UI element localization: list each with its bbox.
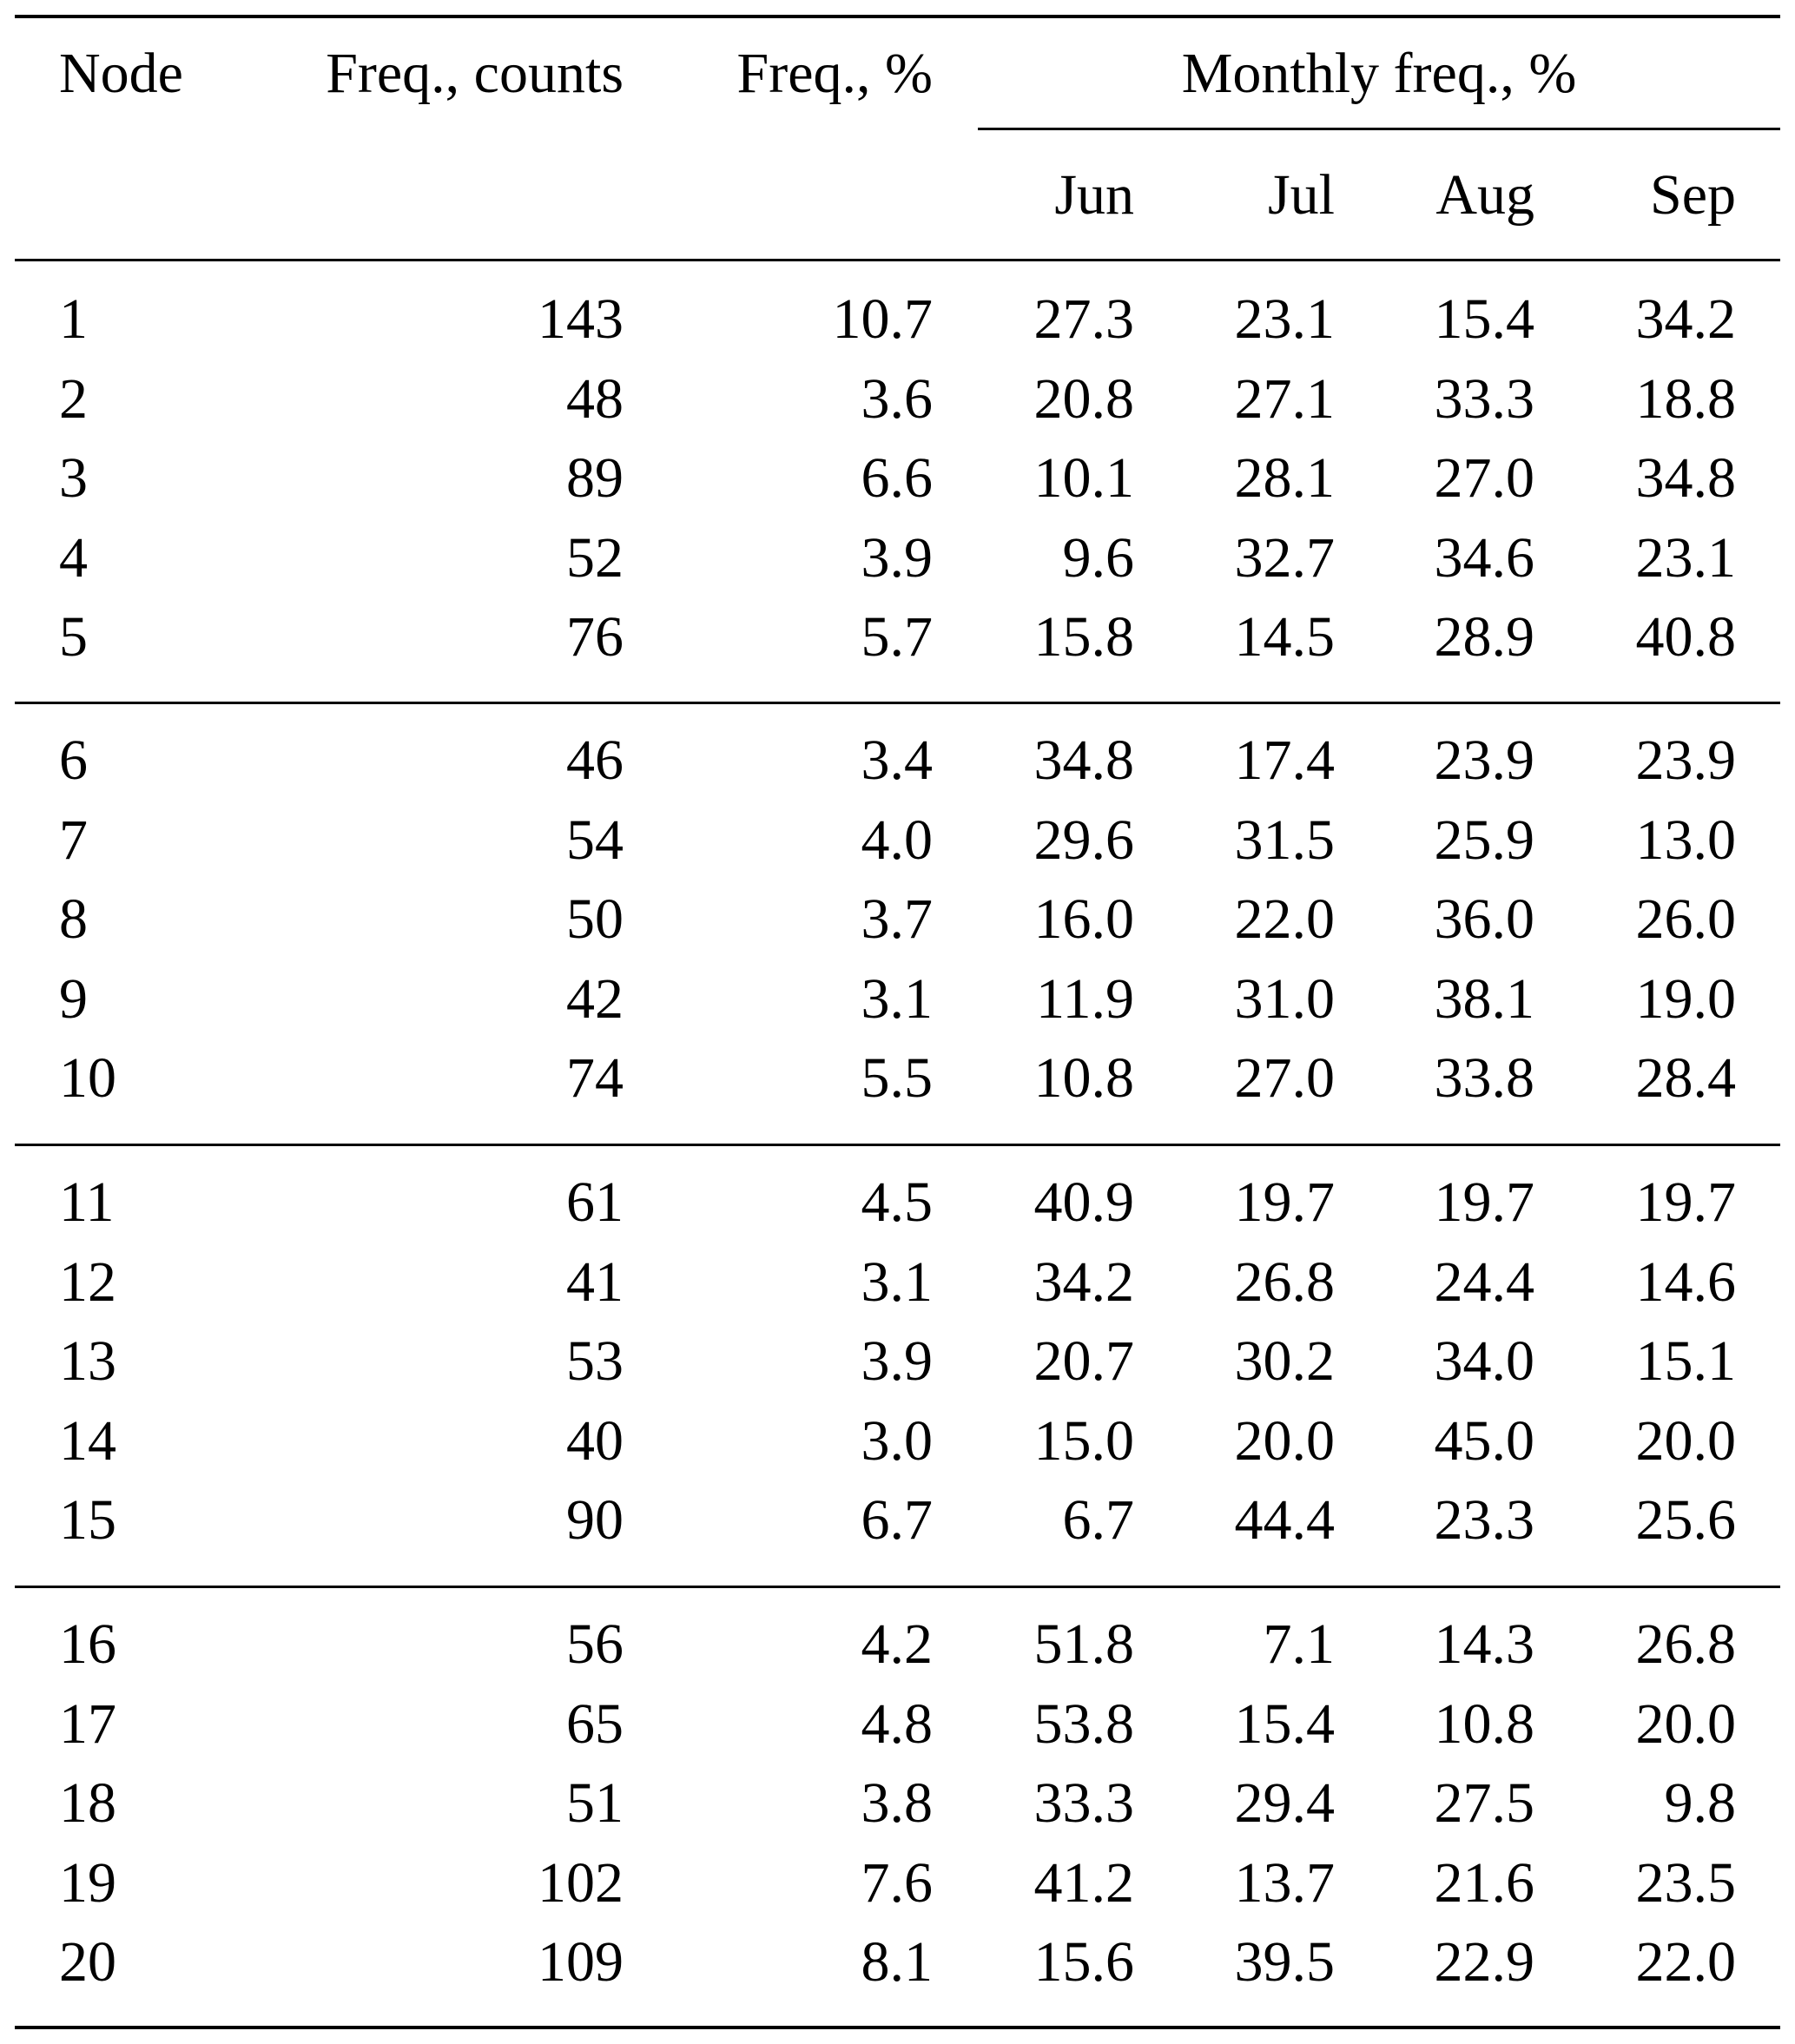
header-monthly-group: Monthly freq., %: [1181, 42, 1577, 105]
cell-node: 7: [59, 808, 88, 872]
cell-node: 17: [59, 1691, 116, 1756]
cell-freq-pct: 3.9: [861, 1329, 933, 1393]
cell-sep: 19.7: [1635, 1170, 1736, 1234]
cell-node: 14: [59, 1408, 116, 1473]
cell-jul: 39.5: [1234, 1930, 1335, 1994]
cell-aug: 27.5: [1434, 1771, 1534, 1835]
cell-node: 1: [59, 287, 88, 351]
cell-freq-pct: 6.6: [861, 446, 933, 510]
cell-jun: 16.0: [1033, 887, 1134, 951]
cell-node: 4: [59, 525, 88, 590]
cell-jun: 15.0: [1033, 1408, 1134, 1473]
header-month-jun: Jun: [1054, 163, 1134, 227]
cell-freq-counts: 65: [566, 1691, 624, 1756]
cell-freq-pct: 5.5: [861, 1046, 933, 1110]
cell-jul: 27.0: [1234, 1046, 1335, 1110]
cell-sep: 20.0: [1635, 1691, 1736, 1756]
cell-node: 12: [59, 1249, 116, 1314]
table-top-rule: [15, 15, 1780, 18]
cell-freq-counts: 46: [566, 729, 624, 792]
cell-jun: 15.6: [1033, 1930, 1134, 1994]
cell-jul: 26.8: [1234, 1249, 1335, 1314]
cell-aug: 15.4: [1434, 287, 1534, 351]
header-freq-pct: Freq., %: [736, 42, 933, 105]
cell-sep: 13.0: [1635, 808, 1736, 872]
cell-jul: 13.7: [1234, 1850, 1335, 1915]
cell-sep: 20.0: [1635, 1408, 1736, 1473]
cell-freq-pct: 3.4: [861, 729, 933, 792]
cell-aug: 45.0: [1434, 1408, 1534, 1473]
cell-jul: 44.4: [1234, 1488, 1335, 1552]
cell-aug: 33.8: [1434, 1046, 1534, 1110]
cell-jun: 34.8: [1033, 729, 1134, 792]
cell-freq-counts: 53: [566, 1329, 624, 1393]
cell-aug: 28.9: [1434, 605, 1534, 669]
cell-node: 10: [59, 1046, 116, 1110]
cell-freq-counts: 48: [566, 366, 624, 431]
cell-jul: 30.2: [1234, 1329, 1335, 1393]
cell-sep: 23.9: [1635, 729, 1736, 792]
cell-freq-pct: 5.7: [861, 605, 933, 669]
cell-jun: 10.1: [1033, 446, 1134, 510]
cell-jun: 15.8: [1033, 605, 1134, 669]
cell-freq-counts: 90: [566, 1488, 624, 1552]
cell-jun: 34.2: [1033, 1249, 1134, 1314]
cell-aug: 34.0: [1434, 1329, 1534, 1393]
cell-freq-counts: 89: [566, 446, 624, 510]
cell-freq-pct: 3.1: [861, 1249, 933, 1314]
cell-freq-counts: 42: [566, 966, 624, 1031]
cell-freq-pct: 7.6: [861, 1850, 933, 1915]
cell-freq-counts: 76: [566, 605, 624, 669]
header-month-jul: Jul: [1267, 163, 1335, 227]
cell-freq-counts: 51: [566, 1771, 624, 1835]
group-separator-rule: [15, 1586, 1780, 1588]
cell-jun: 51.8: [1033, 1612, 1134, 1676]
cell-jul: 14.5: [1234, 605, 1335, 669]
cell-freq-counts: 143: [538, 287, 624, 351]
cell-jun: 40.9: [1033, 1170, 1134, 1234]
cell-freq-counts: 61: [566, 1170, 624, 1234]
cell-jun: 11.9: [1035, 966, 1134, 1031]
cell-node: 19: [59, 1850, 116, 1915]
cell-node: 9: [59, 966, 88, 1031]
header-month-sep: Sep: [1650, 163, 1736, 227]
cell-sep: 26.8: [1635, 1612, 1736, 1676]
cell-aug: 14.3: [1434, 1612, 1534, 1676]
cell-sep: 34.8: [1635, 446, 1736, 510]
cell-sep: 9.8: [1664, 1771, 1736, 1835]
cell-freq-pct: 4.2: [861, 1612, 933, 1676]
cell-aug: 22.9: [1434, 1930, 1534, 1994]
cell-jun: 20.7: [1033, 1329, 1134, 1393]
cell-node: 8: [59, 887, 88, 951]
group-separator-rule: [15, 1144, 1780, 1146]
cell-jul: 32.7: [1234, 525, 1335, 590]
cell-jun: 41.2: [1033, 1850, 1134, 1915]
group-separator-rule: [15, 702, 1780, 704]
header-node: Node: [59, 42, 183, 105]
cell-jun: 53.8: [1033, 1691, 1134, 1756]
cell-sep: 14.6: [1635, 1249, 1736, 1314]
cell-aug: 23.3: [1434, 1488, 1534, 1552]
cell-freq-pct: 3.8: [861, 1771, 933, 1835]
cell-aug: 10.8: [1434, 1691, 1534, 1756]
cell-sep: 15.1: [1635, 1329, 1736, 1393]
cell-freq-pct: 3.6: [861, 366, 933, 431]
cell-jul: 28.1: [1234, 446, 1335, 510]
cell-aug: 24.4: [1434, 1249, 1534, 1314]
header-bottom-rule: [15, 259, 1780, 261]
cell-jul: 15.4: [1234, 1691, 1335, 1756]
cell-node: 18: [59, 1771, 116, 1835]
cell-sep: 40.8: [1635, 605, 1736, 669]
cell-jun: 27.3: [1033, 287, 1134, 351]
header-freq-counts: Freq., counts: [326, 42, 624, 105]
cell-freq-counts: 40: [566, 1408, 624, 1473]
cell-aug: 36.0: [1434, 887, 1534, 951]
cell-jun: 9.6: [1062, 525, 1134, 590]
cell-node: 2: [59, 366, 88, 431]
cell-jul: 20.0: [1234, 1408, 1335, 1473]
cell-sep: 34.2: [1635, 287, 1736, 351]
cell-sep: 28.4: [1635, 1046, 1736, 1110]
cell-aug: 27.0: [1434, 446, 1534, 510]
cell-aug: 33.3: [1434, 366, 1534, 431]
table-bottom-rule: [15, 2026, 1780, 2029]
cell-sep: 23.5: [1635, 1850, 1736, 1915]
cell-node: 20: [59, 1930, 116, 1994]
cell-freq-pct: 3.9: [861, 525, 933, 590]
cell-node: 16: [59, 1612, 116, 1676]
cell-sep: 26.0: [1635, 887, 1736, 951]
cell-freq-counts: 50: [566, 887, 624, 951]
header-month-aug: Aug: [1435, 163, 1534, 227]
cell-freq-pct: 3.7: [861, 887, 933, 951]
cell-aug: 25.9: [1434, 808, 1534, 872]
cell-node: 11: [59, 1170, 115, 1234]
cell-node: 3: [59, 446, 88, 510]
cell-freq-pct: 3.0: [861, 1408, 933, 1473]
cell-sep: 22.0: [1635, 1930, 1736, 1994]
cell-jun: 20.8: [1033, 366, 1134, 431]
cell-freq-pct: 6.7: [861, 1488, 933, 1552]
cell-jun: 6.7: [1062, 1488, 1134, 1552]
cell-sep: 25.6: [1635, 1488, 1736, 1552]
cell-jul: 7.1: [1263, 1612, 1335, 1676]
cell-sep: 19.0: [1635, 966, 1736, 1031]
cell-freq-pct: 10.7: [832, 287, 933, 351]
cell-aug: 38.1: [1434, 966, 1534, 1031]
cell-jul: 27.1: [1234, 366, 1335, 431]
cell-freq-pct: 3.1: [861, 966, 933, 1031]
cell-freq-pct: 8.1: [861, 1930, 933, 1994]
cell-aug: 21.6: [1434, 1850, 1534, 1915]
cell-freq-counts: 102: [538, 1850, 624, 1915]
cell-node: 13: [59, 1329, 116, 1393]
cell-aug: 34.6: [1434, 525, 1534, 590]
cell-aug: 23.9: [1434, 729, 1534, 792]
monthly-group-rule: [978, 128, 1780, 130]
cell-jul: 29.4: [1234, 1771, 1335, 1835]
cell-jul: 17.4: [1234, 729, 1335, 792]
cell-aug: 19.7: [1434, 1170, 1534, 1234]
cell-freq-pct: 4.5: [861, 1170, 933, 1234]
cell-jul: 19.7: [1234, 1170, 1335, 1234]
cell-node: 6: [59, 729, 88, 792]
cell-node: 5: [59, 605, 88, 669]
cell-jul: 31.5: [1234, 808, 1335, 872]
cell-freq-counts: 56: [566, 1612, 624, 1676]
cell-sep: 18.8: [1635, 366, 1736, 431]
cell-jun: 33.3: [1033, 1771, 1134, 1835]
cell-jul: 31.0: [1234, 966, 1335, 1031]
cell-freq-pct: 4.8: [861, 1691, 933, 1756]
cell-jul: 23.1: [1234, 287, 1335, 351]
cell-jul: 22.0: [1234, 887, 1335, 951]
cell-freq-counts: 74: [566, 1046, 624, 1110]
cell-jun: 10.8: [1033, 1046, 1134, 1110]
cell-freq-counts: 41: [566, 1249, 624, 1314]
cell-freq-counts: 52: [566, 525, 624, 590]
cell-freq-counts: 109: [538, 1930, 624, 1994]
cell-freq-counts: 54: [566, 808, 624, 872]
cell-freq-pct: 4.0: [861, 808, 933, 872]
cell-node: 15: [59, 1488, 116, 1552]
cell-jun: 29.6: [1033, 808, 1134, 872]
cell-sep: 23.1: [1635, 525, 1736, 590]
